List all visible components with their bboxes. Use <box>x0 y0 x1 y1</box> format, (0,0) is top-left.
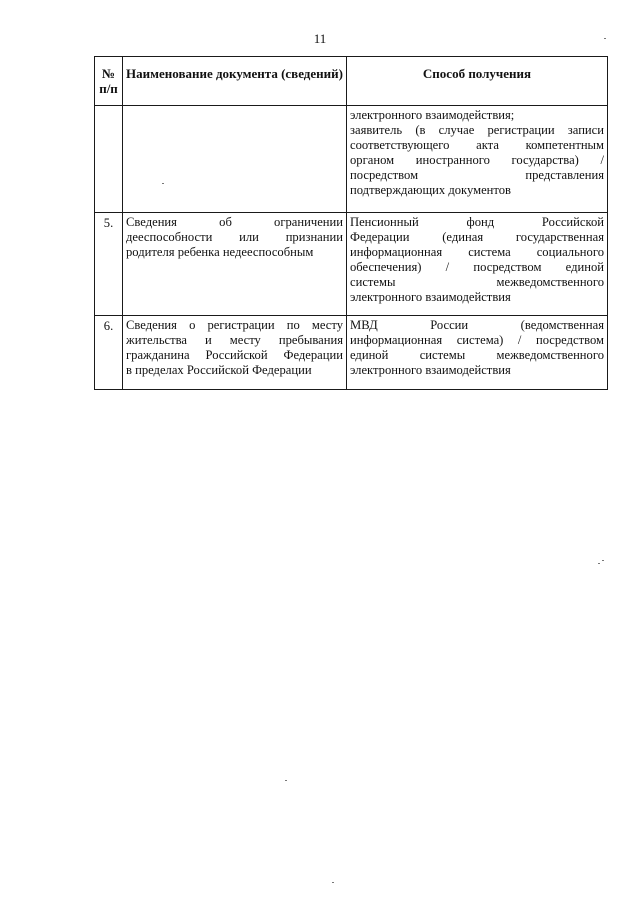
method-line: информационная система социального <box>350 245 604 259</box>
table-row-6 <box>95 316 608 390</box>
name-line: гражданина Российской Федерации <box>126 348 343 362</box>
method-line: Федерации (единая государственная <box>350 230 604 244</box>
scan-speck <box>604 38 606 39</box>
scan-speck <box>285 780 287 781</box>
method-line: Пенсионный фонд Российской <box>350 215 604 229</box>
row-6-num: 6. <box>95 316 123 390</box>
method-line: системы межведомственного <box>350 275 604 289</box>
method-line: электронного взаимодействия; <box>350 108 515 122</box>
row-5-method <box>347 213 608 316</box>
method-line: электронного взаимодействия <box>350 363 511 377</box>
method-line: посредством представления <box>350 168 604 182</box>
row-continued-name <box>123 106 347 213</box>
page-number: 11 <box>313 31 327 46</box>
name-line: родителя ребенка недееспособным <box>126 245 314 259</box>
row-5-num: 5. <box>95 213 123 316</box>
row-continued-method <box>347 106 608 213</box>
name-line: в пределах Российской Федерации <box>126 363 312 377</box>
method-line: МВД России (ведомственная <box>350 318 604 332</box>
row-6-method <box>347 316 608 390</box>
scan-speck <box>162 183 164 184</box>
name-line: жительства и месту пребывания <box>126 333 343 347</box>
name-line: дееспособности или признании <box>126 230 343 244</box>
method-line: подтверждающих документов <box>350 183 511 197</box>
method-line: информационная система) / посредством <box>350 333 604 347</box>
method-line: органом иностранного государства) / <box>350 153 604 167</box>
header-num: № п/п <box>95 57 123 106</box>
header-method: Способ получения <box>347 57 608 106</box>
name-line: Сведения о регистрации по месту <box>126 318 343 332</box>
header-document-name: Наименование документа (сведений) <box>123 57 347 106</box>
scan-speck <box>602 560 604 561</box>
table-row-continued <box>95 106 608 213</box>
row-5-name <box>123 213 347 316</box>
table-header-row <box>95 57 608 106</box>
method-line: обеспечения) / посредством единой <box>350 260 604 274</box>
method-line: электронного взаимодействия <box>350 290 511 304</box>
row-continued-num <box>95 106 123 213</box>
row-6-name <box>123 316 347 390</box>
scan-speck <box>332 882 334 883</box>
method-line: соответствующего акта компетентным <box>350 138 604 152</box>
method-line: заявитель (в случае регистрации записи <box>350 123 604 137</box>
name-line: Сведения об ограничении <box>126 215 343 229</box>
scan-speck <box>598 563 600 564</box>
documents-table <box>94 56 608 390</box>
table-row-5 <box>95 213 608 316</box>
method-line: единой системы межведомственного <box>350 348 604 362</box>
